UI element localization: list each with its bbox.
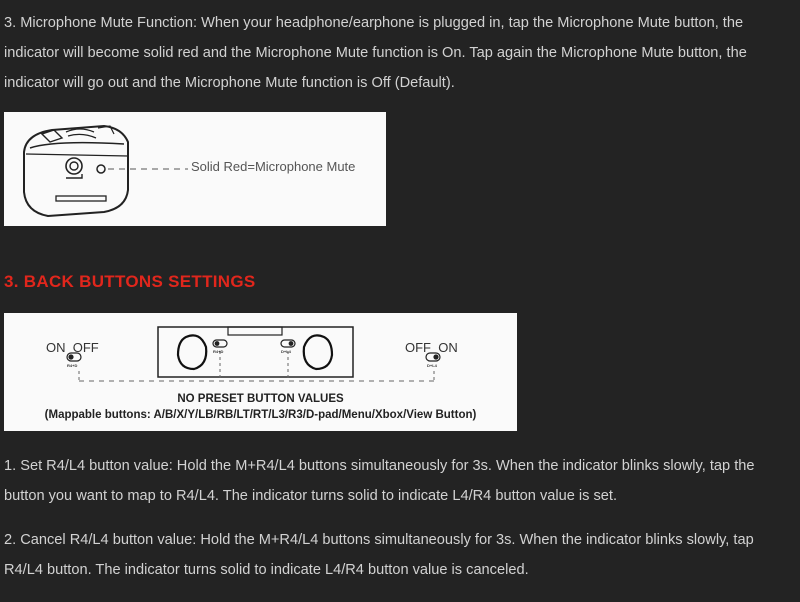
cancel-value-paragraph: 2. Cancel R4/L4 button value: Hold the M+R4/L4 buttons simultaneously for 3s. When the indicator blinks slowly, tap R4/L4 button. The indicator turns solid to indicate L4/R4 button value is canceled. xyxy=(4,532,754,578)
left-paddle-icon xyxy=(178,335,206,369)
mic-mute-paragraph: 3. Microphone Mute Function: When your headphone/earphone is plugged in, tap the Microphone Mute button, the indicator will become solid red and the Microphone Mute function is On. Tap again the Microphone Mute button, the indicator will go out and the Microphone Mute function is Off (Default). xyxy=(4,15,747,91)
section-heading: 3. BACK BUTTONS SETTINGS xyxy=(4,272,256,291)
mute-button-icon xyxy=(66,158,82,174)
set-value-paragraph: 1. Set R4/L4 button value: Hold the M+R4/L4 buttons simultaneously for 3s. When the indicator blinks slowly, tap the button you want to map to R4/L4. The indicator turns solid to indicate L4/R4 button value is set. xyxy=(4,458,755,504)
left-switch-small-label: R4+D xyxy=(67,363,78,368)
back-buttons-diagram xyxy=(4,313,517,431)
right-paddle-icon xyxy=(304,335,332,369)
left-switch-label: ON OFF xyxy=(46,340,99,355)
mic-mute-caption: Solid Red=Microphone Mute xyxy=(191,159,356,174)
right-switch-small-label: D+L4 xyxy=(427,363,437,368)
mappable-buttons-note: (Mappable buttons: A/B/X/Y/LB/RB/LT/RT/L3/R3/D-pad/Menu/Xbox/View Button) xyxy=(44,409,477,421)
indicator-light-icon xyxy=(97,165,105,173)
right-switch-label: OFF ON xyxy=(405,340,458,355)
center-right-small-label: D+L4 xyxy=(281,349,291,354)
mic-mute-diagram xyxy=(4,112,386,226)
center-left-small-label: R4+D xyxy=(213,349,224,354)
preset-title: NO PRESET BUTTON VALUES xyxy=(177,393,344,405)
